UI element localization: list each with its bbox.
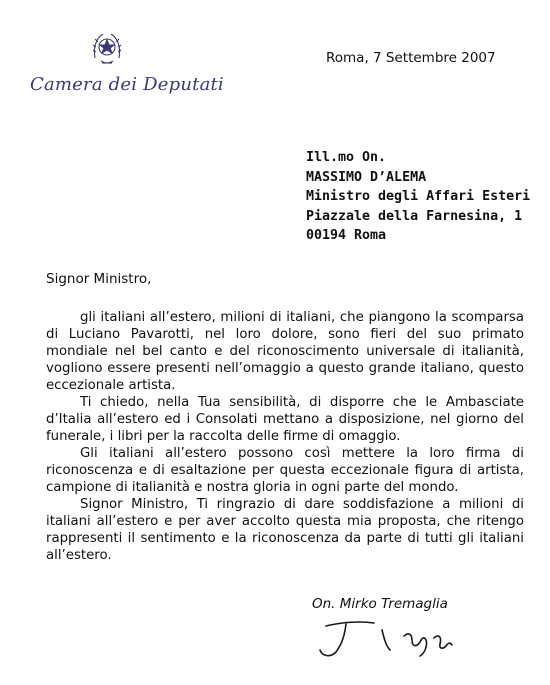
institution-name: Camera dei Deputati <box>30 74 224 95</box>
paragraph: Gli italiani all’estero possono così mettere la loro firma di riconoscenza e di esaltazione per questa eccezionale figura di artista, campione di italianità e nostra gloria in ogni parte del mondo. <box>46 446 524 495</box>
recipient-title: Ill.mo On. <box>306 150 387 165</box>
letterhead <box>30 28 224 108</box>
paragraph: Signor Ministro, Ti ringrazio di dare soddisfazione a milioni di italiani all’estero e per aver accolto questa mia proposta, che ritengo rappresenti il sentimento e la riconoscenza da parte di tutti gli italiani all’estero. <box>46 497 524 563</box>
recipient-address <box>306 148 530 246</box>
recipient-role: Ministro degli Affari Esteri <box>306 189 531 204</box>
salutation: Signor Ministro, <box>46 271 152 287</box>
letter-body <box>46 309 524 564</box>
recipient-city: 00194 Roma <box>306 228 387 243</box>
recipient-name: MASSIMO D’ALEMA <box>306 169 427 185</box>
italian-republic-emblem-icon <box>91 28 123 68</box>
handwritten-signature <box>312 612 472 662</box>
signer-name: On. Mirko Tremaglia <box>312 596 448 612</box>
recipient-street: Piazzale della Farnesina, 1 <box>306 208 523 224</box>
paragraph: Ti chiedo, nella Tua sensibilità, di disporre che le Ambasciate d’Italia all’estero ed i Consolati mettano a disposizione, nel giorno del funerale, i libri per la raccolta delle firme di omaggio. <box>46 395 524 444</box>
letter-date: Roma, 7 Settembre 2007 <box>326 50 496 66</box>
paragraph: gli italiani all’estero, milioni di italiani, che piangono la scomparsa di Luciano Pavarotti, nel loro dolore, sono fieri del suo primato mondiale nel bel canto e del riconoscimento universale di italianità, vogliono essere presenti nell’omaggio a questo grande italiano, questo eccezionale artista. <box>46 310 524 393</box>
